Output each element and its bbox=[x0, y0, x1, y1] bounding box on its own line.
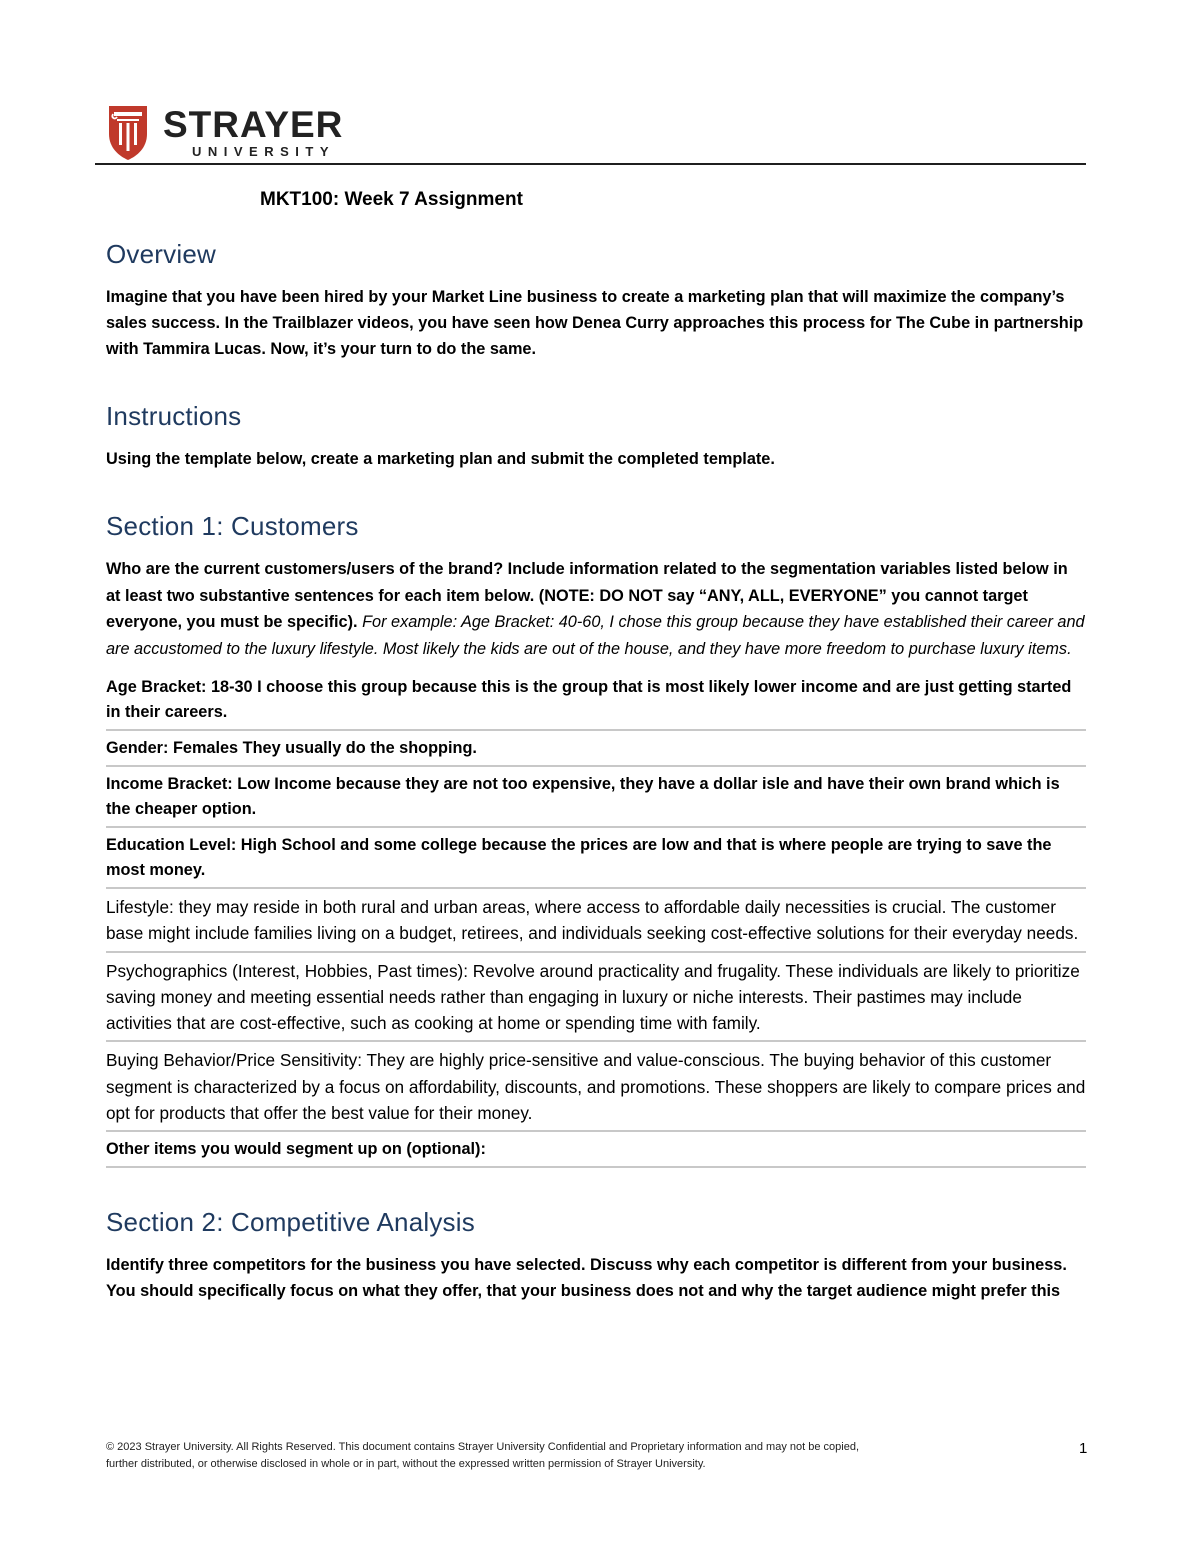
section2-heading: Section 2: Competitive Analysis bbox=[106, 1207, 475, 1238]
row-income-bracket: Income Bracket: Low Income because they are not too expensive, they have a dollar isle and have their own brand which is the cheaper option. bbox=[106, 775, 1060, 818]
table-row bbox=[106, 670, 1086, 731]
table-row bbox=[106, 1042, 1086, 1132]
table-row bbox=[106, 889, 1086, 953]
section2-text: Identify three competitors for the business you have selected. Discuss why each competitor is different from your business. You should specifically focus on what they offer, that your business does not and why the target audience might prefer this bbox=[106, 1256, 1067, 1301]
section1-heading: Section 1: Customers bbox=[106, 511, 359, 541]
section1-intro bbox=[106, 556, 1086, 662]
table-row bbox=[106, 731, 1086, 767]
copyright-line-2: further distributed, or otherwise disclosed in whole or in part, without the expressed written permission of Strayer University. bbox=[106, 1458, 706, 1470]
table-row bbox=[106, 1132, 1086, 1168]
row-education-level: Education Level: High School and some college because the prices are low and that is where people are trying to save the most money. bbox=[106, 836, 1052, 879]
page-number: 1 bbox=[1079, 1440, 1088, 1457]
overview-text: Imagine that you have been hired by your Market Line business to create a marketing plan that will maximize the company’s sales success. In the Trailblazer videos, you have seen how Denea Curry approaches this process for The Cube in partnership with Tammira Lucas. Now, it’s your turn to do the same. bbox=[106, 288, 1084, 358]
row-gender: Gender: Females They usually do the shopping. bbox=[106, 739, 477, 757]
header-divider bbox=[95, 163, 1086, 165]
instructions-text: Using the template below, create a marketing plan and submit the completed template. bbox=[106, 450, 775, 468]
table-row bbox=[106, 767, 1086, 828]
section1-example-text: For example: Age Bracket: 40-60, I chose this group because they have established their career and are accustomed to the luxury lifestyle. Most likely the kids are out of the house, and they have more freedom to purchase luxury items. bbox=[106, 613, 1085, 658]
instructions-heading: Instructions bbox=[106, 401, 242, 431]
document-body bbox=[106, 186, 1086, 1304]
strayer-shield-icon bbox=[107, 104, 149, 162]
logo-wordmark: STRAYER bbox=[163, 104, 344, 145]
overview-heading: Overview bbox=[106, 239, 216, 269]
copyright-line-1: © 2023 Strayer University. All Rights Reserved. This document contains Strayer University Confidential and Proprietary information and may not be copied, bbox=[106, 1441, 860, 1453]
table-row bbox=[106, 953, 1086, 1043]
row-lifestyle: Lifestyle: they may reside in both rural and urban areas, where access to affordable daily necessities is crucial. The customer base might include families living on a budget, retirees, and individuals seeking cost-effective solutions for their everyday needs. bbox=[106, 897, 1079, 944]
row-psychographics: Psychographics (Interest, Hobbies, Past times): Revolve around practicality and frugality. These individuals are likely to prioritize saving money and meeting essential needs rather than engaging in luxury or niche interests. Their pastimes may include activities that are cost-effective, such as cooking at home or spending time with family. bbox=[106, 960, 1080, 1034]
row-buying-behavior: Buying Behavior/Price Sensitivity: They are highly price-sensitive and value-conscious. The buying behavior of this customer segment is characterized by a focus on affordability, discounts, and promotions. These shoppers are likely to compare prices and opt for products that offer the best value for their money. bbox=[106, 1050, 1086, 1124]
header bbox=[95, 100, 1085, 166]
logo-subtitle: UNIVERSITY bbox=[192, 144, 336, 159]
segmentation-table bbox=[106, 670, 1086, 1168]
row-other-items: Other items you would segment up on (optional): bbox=[106, 1140, 486, 1159]
document-title: MKT100: Week 7 Assignment bbox=[260, 189, 523, 210]
section1-intro-text: Who are the current customers/users of the brand? Include information related to the segmentation variables listed below in at least two substantive sentences for each item below. (NOTE: DO NOT say “ANY, ALL, EVERYONE” you cannot target everyone, you must be specific). bbox=[106, 560, 1068, 631]
copyright-notice bbox=[106, 1439, 1006, 1473]
table-row bbox=[106, 828, 1086, 889]
row-age-bracket: Age Bracket: 18-30 I choose this group because this is the group that is most likely lower income and are just getting started in their careers. bbox=[106, 678, 1072, 721]
